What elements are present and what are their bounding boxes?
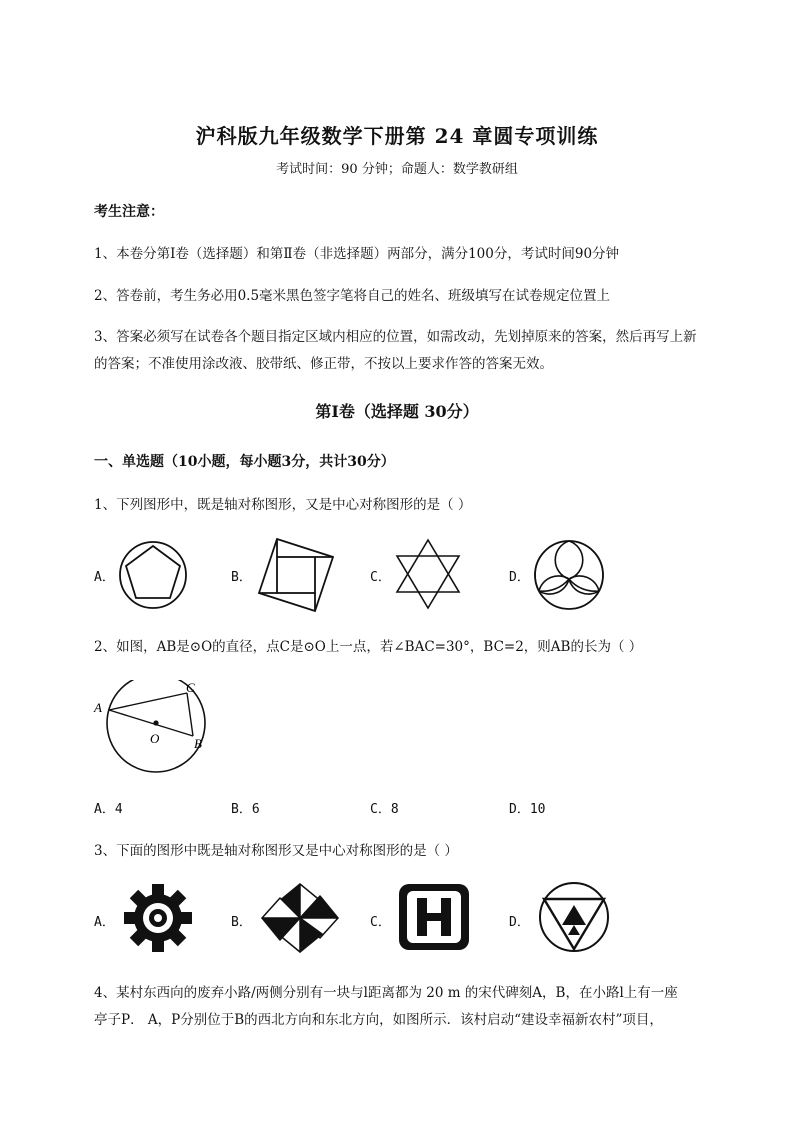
q1-option-d-label: D． — [509, 570, 530, 585]
q2-label-c: C — [186, 680, 195, 695]
question-4-text-line-2: 亭子P． A，P分别位于B的西北方向和东北方向，如图所示．该村启动“建设幸福新农村”项目， — [94, 1012, 663, 1028]
q1-option-a-label: A． — [94, 570, 115, 585]
q1-option-d-figure — [533, 539, 605, 611]
q3-option-d-triangle-figure — [538, 881, 610, 953]
q1-option-a-figure — [118, 540, 188, 610]
q1-option-b-label: B． — [231, 570, 252, 585]
q1-option-c-figure — [393, 538, 463, 610]
q3-option-b-pinwheel-figure — [260, 880, 340, 956]
notice-item-2: 2、答卷前，考生务必用0.5毫米黑色签字笔将自己的姓名、班级填写在试卷规定位置上 — [94, 288, 611, 304]
notice-item-3: 3、答案必须写在试卷各个题目指定区域内相应的位置，如需改动，先划掉原来的答案，然后再写上新 — [94, 329, 697, 345]
notice-heading: 考生注意： — [94, 204, 164, 220]
question-2-text: 2、如图，AB是⊙O的直径，点C是⊙O上一点，若∠BAC=30°，BC=2，则AB的长为（ ） — [94, 639, 643, 655]
q3-option-a-gear-figure — [122, 882, 194, 954]
q3-option-c-label: C． — [370, 915, 391, 930]
q1-option-c-label: C． — [370, 570, 391, 585]
q2-label-b: B — [194, 736, 202, 751]
exam-info: 考试时间：90 分钟；命题人：数学教研组 — [276, 162, 518, 177]
q1-option-b-figure — [255, 537, 335, 613]
notice-item-3-continued: 的答案；不准使用涂改液、胶带纸、修正带，不按以上要求作答的答案无效。 — [94, 356, 553, 372]
question-4-text-line-1: 4、某村东西向的废弃小路/两侧分别有一块与l距离都为 20 m 的宋代碑刻A，B，在小路l上有一座 — [94, 985, 678, 1001]
q2-circle-figure — [92, 680, 222, 790]
q3-option-c-h-logo-figure — [397, 882, 471, 952]
q2-label-o: O — [150, 731, 160, 746]
q3-option-b-label: B． — [231, 915, 252, 930]
q3-option-a-label: A． — [94, 915, 115, 930]
notice-item-1: 1、本卷分第Ⅰ卷（选择题）和第Ⅱ卷（非选择题）两部分，满分100分，考试时间90分钟 — [94, 246, 620, 262]
section-title: 第Ⅰ卷（选择题 30分） — [315, 402, 479, 421]
page-title: 沪科版九年级数学下册第 24 章圆专项训练 — [195, 124, 599, 148]
q2-option-d: D．10 — [509, 802, 546, 817]
q2-option-b: B．6 — [231, 802, 260, 817]
part-heading: 一、单选题（10小题，每小题3分，共计30分） — [94, 454, 395, 470]
question-1-text: 1、下列图形中，既是轴对称图形，又是中心对称图形的是（ ） — [94, 497, 472, 513]
q3-option-d-label: D． — [509, 915, 530, 930]
q2-option-a: A．4 — [94, 802, 123, 817]
q2-label-a: A — [94, 700, 102, 715]
question-3-text: 3、下面的图形中既是轴对称图形又是中心对称图形的是（ ） — [94, 843, 458, 859]
q2-option-c: C．8 — [370, 802, 399, 817]
